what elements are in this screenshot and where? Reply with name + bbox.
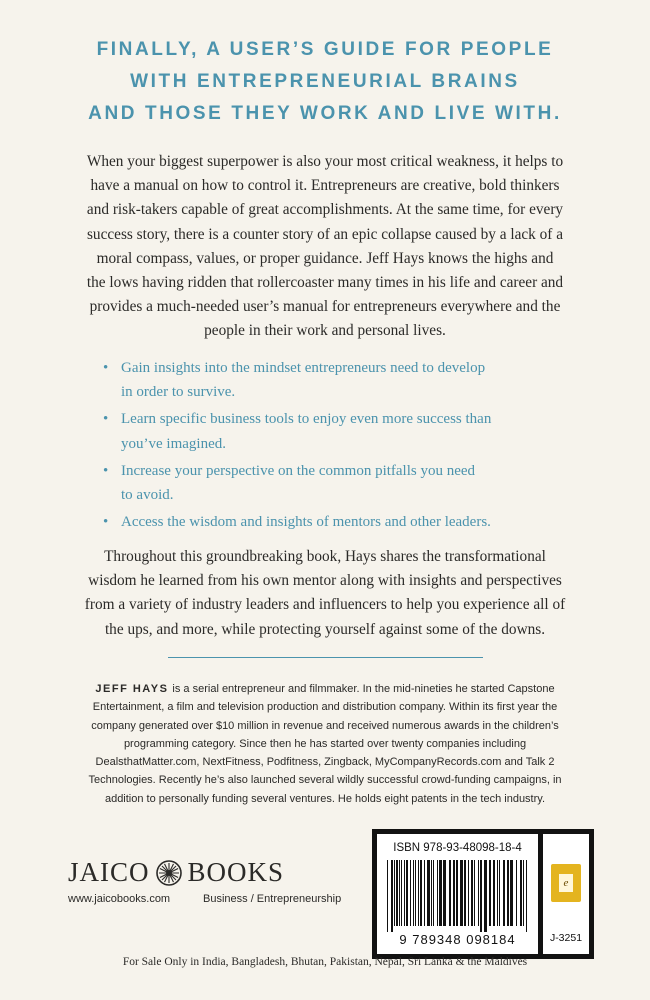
barcode-bar [480, 860, 482, 932]
barcode-bar [460, 860, 463, 926]
bio-first-line: is a serial entrepreneur and filmmaker. In the mid-nineties he started Capstone [172, 683, 555, 695]
bullet-line: Learn specific business tools to enjoy even more success than [121, 411, 492, 428]
intro-line: When your biggest superpower is also your most critical weakness, it helps to [86, 153, 564, 170]
barcode-bar [420, 860, 422, 926]
barcode-bar [424, 860, 425, 926]
barcode-bar [474, 860, 475, 926]
bullet-mark: • [103, 514, 109, 531]
publisher-logo [68, 857, 284, 888]
closing-line: Throughout this groundbreaking book, Hays shares the transformational [104, 548, 546, 565]
bio-line: Technologies. Recently he’s also launched several wildly successful crowd-funding campaigns, in [88, 774, 562, 787]
barcode-bar [437, 860, 438, 926]
headline-line: AND THOSE THEY WORK AND LIVE WITH. [88, 103, 562, 124]
barcode-bar [427, 860, 430, 926]
intro-paragraph [60, 150, 590, 344]
intro-line: and risk-takers capable of great accomplishments. At the same time, for every [86, 201, 564, 219]
bullet-mark: • [103, 462, 109, 479]
publisher-url: www.jaicobooks.com [68, 893, 171, 905]
closing-line: wisdom he learned from his own mentor along with insights and perspectives [88, 572, 562, 590]
bullet-mark: • [103, 411, 109, 428]
price-code-panel [543, 834, 589, 954]
bullet-line: Access the wisdom and insights of mentors and other leaders. [121, 514, 491, 531]
barcode-bar [526, 860, 527, 932]
intro-line: the lows having ridden that rollercoaster many times in his life and career and [86, 274, 564, 292]
barcode-bar [516, 860, 517, 926]
barcode-bar [523, 860, 524, 926]
intro-line: people in their work and personal lives. [204, 322, 446, 340]
bio-line: programming category. Since then he has started over twenty companies including [123, 737, 527, 750]
bio-line [60, 680, 590, 698]
badge-letter: e [559, 874, 573, 892]
barcode-bar [410, 860, 411, 926]
bio-line: addition to personally funding several ventures. He holds eight patents in the tech industry. [104, 792, 546, 805]
barcode-bar [489, 860, 491, 926]
author-bio [60, 680, 590, 808]
catalog-code: J-3251 [549, 932, 583, 944]
headline-line: FINALLY, A USER’S GUIDE FOR PEOPLE [96, 39, 554, 60]
barcode-bar [497, 860, 498, 926]
publisher-name-left: JAICO [68, 857, 150, 887]
isbn-digits: 9 789348 098184 [399, 932, 516, 947]
barcode-bar [431, 860, 432, 926]
barcode-bar [443, 860, 446, 926]
bio-line: DealsthatMatter.com, NextFitness, Podfitness, Zingback, MyCompanyRecords.com and Talk 2 [95, 756, 555, 769]
barcode-bar [404, 860, 405, 926]
intro-line: moral compass, values, or proper guidance. Jeff Hays knows the highs and [96, 249, 554, 267]
barcode-bar [387, 860, 388, 932]
bullet-item [103, 459, 573, 507]
bullet-line: you’ve imagined. [121, 435, 226, 452]
closing-paragraph [60, 545, 590, 642]
barcode-bar [520, 860, 522, 926]
barcode-bar [406, 860, 408, 926]
book-category: Business / Entrepreneurship [203, 893, 342, 905]
barcode-bar [484, 860, 487, 932]
barcode-bar [507, 860, 509, 926]
bullet-line: to avoid. [121, 487, 174, 504]
bullet-item [103, 510, 573, 534]
barcode-bar [418, 860, 419, 926]
sale-territory-note: For Sale Only in India, Bangladesh, Bhutan, Pakistan, Nepal, Sri Lanka & the Maldives [122, 956, 528, 968]
barcode-bar [449, 860, 451, 926]
barcode-area [377, 834, 538, 954]
barcode-bar [413, 860, 414, 926]
bullet-line: Gain insights into the mindset entrepreneurs need to develop [121, 360, 486, 376]
sunburst-wheel-icon [156, 860, 182, 886]
barcode-bar [394, 860, 395, 926]
barcode-bar [399, 860, 400, 926]
headline-line: WITH ENTREPRENEURIAL BRAINS [130, 71, 520, 92]
bio-line: Entertainment, a film and television production and distribution company. Within its first year the [92, 701, 558, 714]
barcode-bar [464, 860, 466, 926]
barcode-panel [372, 829, 594, 959]
bullet-line: in order to survive. [121, 384, 236, 401]
bullet-line: Increase your perspective on the common pitfalls you need [121, 462, 476, 479]
headline [0, 34, 650, 130]
intro-line: have a manual on how to control it. Entrepreneurs are creative, bold thinkers [90, 177, 560, 195]
barcode-bar [433, 860, 434, 926]
bullet-item [103, 356, 573, 404]
barcode-bar [456, 860, 458, 926]
closing-line: the ups, and more, while protecting yourself against some of the downs. [104, 620, 546, 638]
barcode-bar [478, 860, 479, 926]
barcode-bar [401, 860, 402, 926]
ebook-badge-icon [551, 864, 581, 902]
barcode-bar [439, 860, 442, 926]
barcode-bar [493, 860, 495, 926]
bio-line: company generated over $10 million in revenue and received numerous awards in the children’s [91, 719, 559, 732]
feature-bullet-list [103, 356, 573, 537]
barcode-bars [387, 860, 528, 932]
publisher-name-right: BOOKS [187, 857, 285, 887]
intro-line: provides a much-needed user’s manual for entrepreneurs everywhere and the [89, 298, 561, 316]
barcode-bar [499, 860, 500, 926]
section-divider [168, 657, 483, 658]
barcode-bar [453, 860, 455, 926]
barcode-bar [503, 860, 505, 926]
bullet-mark: • [103, 360, 109, 376]
barcode-bar [468, 860, 469, 926]
author-name: JEFF HAYS [95, 683, 169, 695]
barcode-bar [391, 860, 393, 932]
bullet-item [103, 407, 573, 455]
isbn-label: ISBN 978-93-48098-18-4 [393, 842, 522, 854]
intro-line: success story, there is a counter story of an epic collapse caused by a lack of a [86, 225, 563, 243]
barcode-bar [415, 860, 416, 926]
barcode-bar [471, 860, 473, 926]
barcode-bar [510, 860, 513, 926]
closing-line: from a variety of industry leaders and influencers to help you experience all of [84, 596, 566, 614]
barcode-bar [396, 860, 398, 926]
